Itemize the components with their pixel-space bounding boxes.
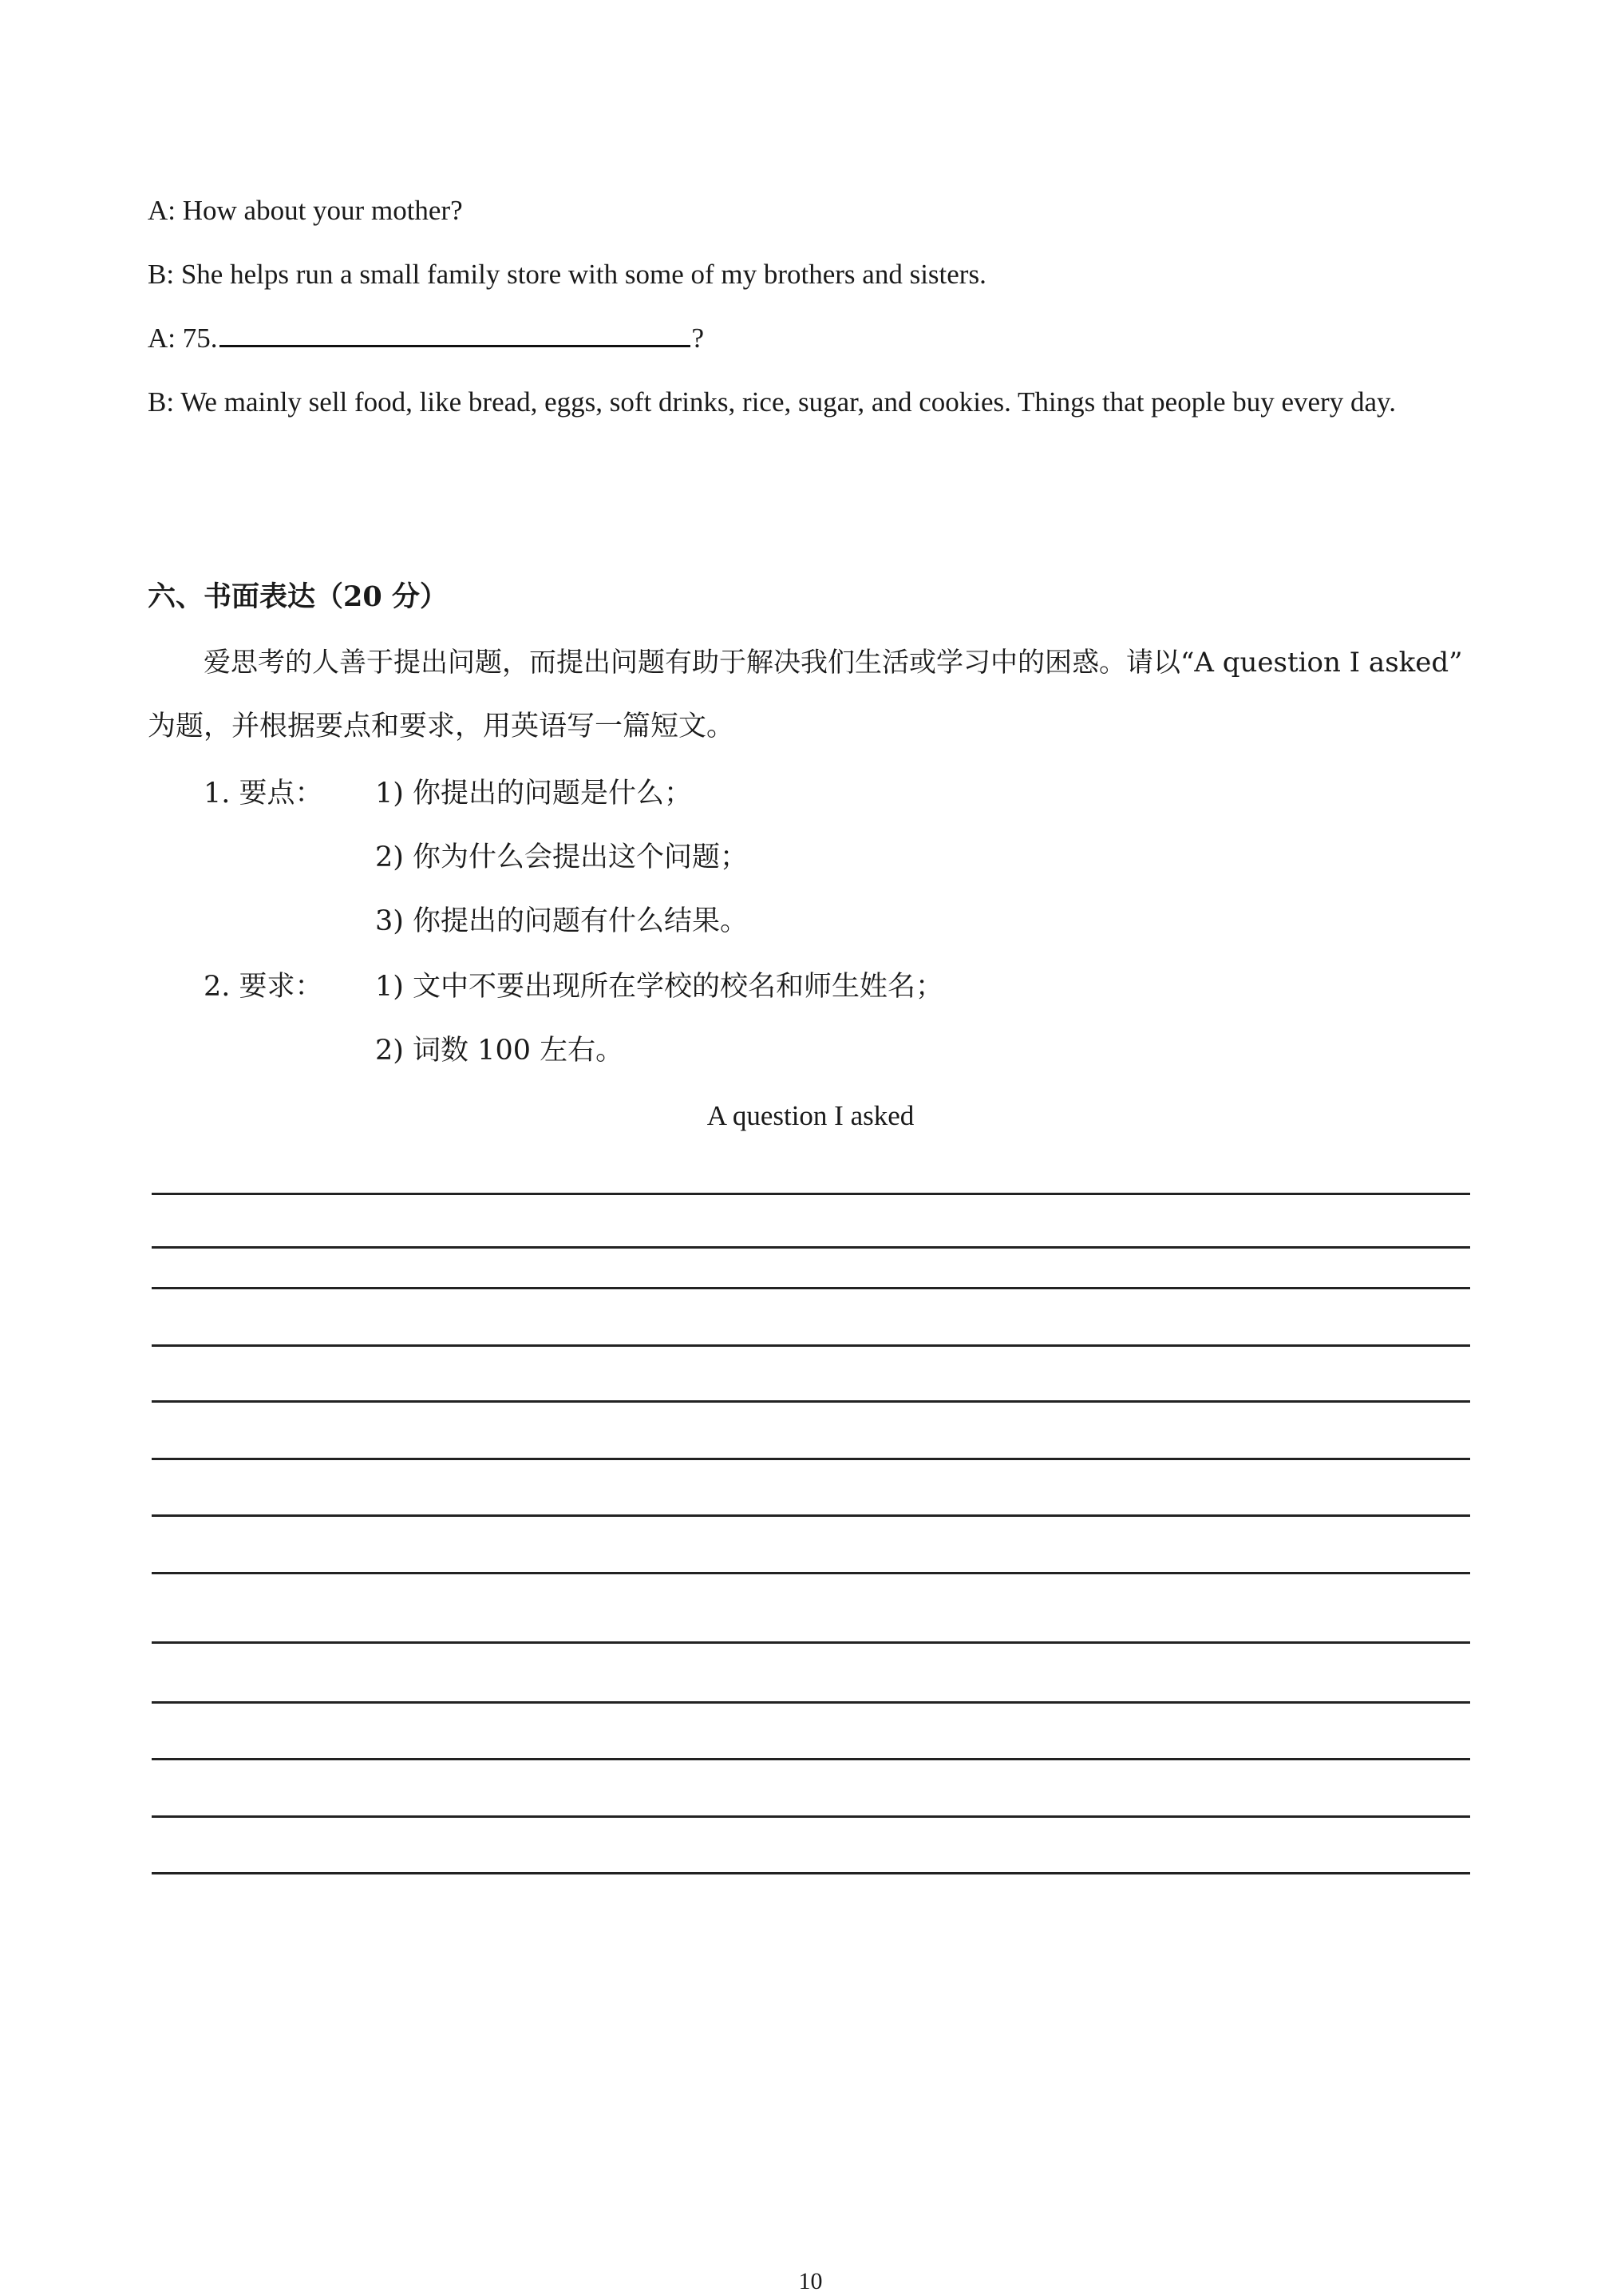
writing-line[interactable] <box>152 1246 1470 1249</box>
answer-blank[interactable] <box>219 321 690 347</box>
writing-line[interactable] <box>152 1815 1470 1818</box>
writing-line[interactable] <box>152 1572 1470 1574</box>
speaker: B: <box>148 386 175 418</box>
dialogue-line-3 <box>148 321 704 356</box>
requirements-label: 2. 要求： <box>204 971 323 1003</box>
intro-line-2: 为题，并根据要点和要求，用英语写一篇短文。 <box>148 711 735 742</box>
speaker: B: <box>148 259 175 290</box>
point-item: 3) 你提出的问题有什么结果。 <box>375 905 749 937</box>
dialogue-text: How about your mother? <box>182 195 463 226</box>
writing-line[interactable] <box>152 1701 1470 1704</box>
point-item: 2) 你为什么会提出这个问题； <box>375 841 749 873</box>
writing-line[interactable] <box>152 1400 1470 1403</box>
writing-line[interactable] <box>152 1514 1470 1517</box>
dialogue-line-1 <box>148 193 463 228</box>
speaker: A: <box>148 195 176 226</box>
essay-title: A question I asked <box>706 1100 915 1131</box>
intro-line-1: 爱思考的人善于提出问题，而提出问题有助于解决我们生活或学习中的困惑。请以“A question I asked” <box>204 647 1463 679</box>
points-label: 1. 要点： <box>204 778 323 810</box>
page-number: 10 <box>798 2268 823 2294</box>
writing-line[interactable] <box>152 1193 1470 1195</box>
writing-line[interactable] <box>152 1344 1470 1347</box>
requirement-item: 2) 词数 100 左右。 <box>375 1035 624 1067</box>
point-item: 1) 你提出的问题是什么； <box>375 778 693 810</box>
dialogue-line-4 <box>148 385 1396 420</box>
question-number: 75. <box>182 323 218 354</box>
section-heading: 六、书面表达（20 分） <box>148 580 448 613</box>
writing-line[interactable] <box>152 1287 1470 1289</box>
requirement-item: 1) 文中不要出现所在学校的校名和师生姓名； <box>375 971 944 1003</box>
writing-line[interactable] <box>152 1758 1470 1760</box>
dialogue-text: We mainly sell food, like bread, eggs, soft drinks, rice, sugar, and cookies. Things that people buy every day. <box>180 386 1396 418</box>
question-mark: ? <box>691 323 705 354</box>
dialogue-text: She helps run a small family store with some of my brothers and sisters. <box>180 259 986 290</box>
writing-line[interactable] <box>152 1641 1470 1644</box>
speaker: A: <box>148 323 176 354</box>
writing-line[interactable] <box>152 1872 1470 1874</box>
dialogue-line-2 <box>148 257 986 292</box>
writing-line[interactable] <box>152 1458 1470 1460</box>
